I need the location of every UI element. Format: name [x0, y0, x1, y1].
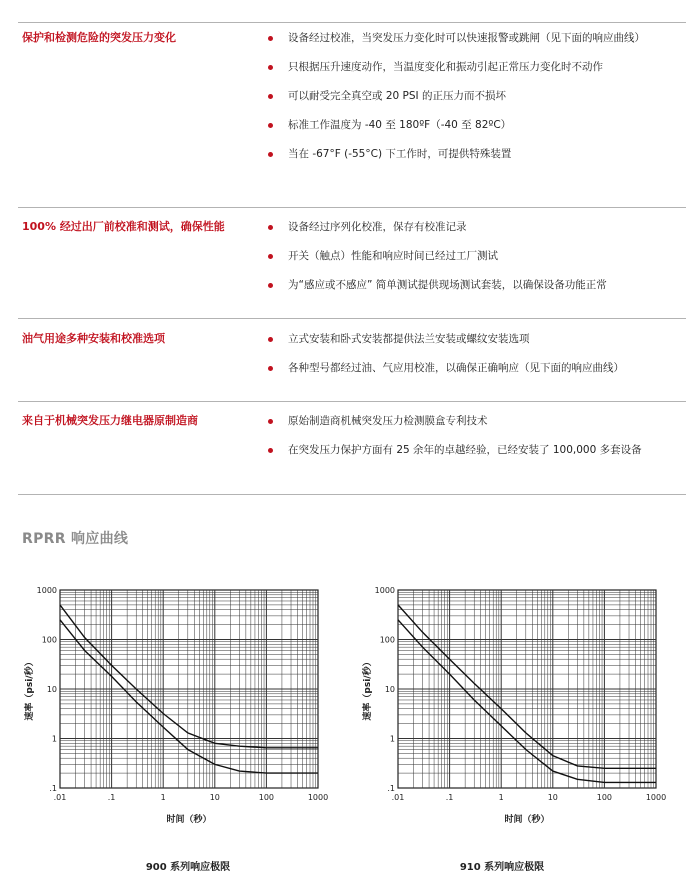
x-tick-label: 1000 — [307, 793, 329, 802]
bullet-text: 设备经过序列化校准，保存有校准记录 — [288, 221, 467, 233]
bullet-text: 标准工作温度为 -40 至 180ºF（-40 至 82ºC） — [288, 119, 512, 131]
bullet-list — [268, 330, 688, 388]
y-axis-label: 速率（psi/秒） — [25, 657, 35, 721]
section-divider — [18, 494, 686, 495]
bullet-text: 设备经过校准，当突发压力变化时可以快速报警或跳闸（见下面的响应曲线） — [288, 32, 645, 44]
chart-900-svg — [18, 580, 338, 842]
x-tick-label: .01 — [53, 793, 67, 802]
section-divider — [18, 207, 686, 208]
list-item — [268, 145, 688, 164]
x-tick-label: 100 — [258, 793, 275, 802]
y-tick-label: 10 — [384, 685, 395, 694]
x-axis-label: 时间（秒） — [166, 815, 212, 825]
section-divider — [18, 401, 686, 402]
y-axis-label: 速率（psi/秒） — [363, 657, 373, 721]
list-item — [268, 29, 688, 48]
bullet-dot — [268, 225, 273, 230]
bullet-dot — [268, 65, 273, 70]
bullet-dot — [268, 94, 273, 99]
list-item — [268, 58, 688, 77]
bullet-list — [268, 29, 688, 174]
bullet-dot — [268, 419, 273, 424]
list-item — [268, 276, 688, 295]
x-tick-label: 100 — [596, 793, 613, 802]
bullet-dot — [268, 152, 273, 157]
x-tick-label: 10 — [547, 793, 558, 802]
y-tick-label: 1000 — [374, 586, 395, 595]
bullet-text: 在突发压力保护方面有 25 余年的卓越经验，已经安装了 100,000 多套设备 — [288, 444, 642, 456]
x-tick-label: .1 — [107, 793, 116, 802]
bullet-list — [268, 218, 688, 305]
section-heading: 100% 经过出厂前校准和测试，确保性能 — [22, 220, 225, 233]
bullet-text: 当在 -67°F (-55°C) 下工作时，可提供特殊装置 — [288, 148, 512, 160]
bullet-dot — [268, 448, 273, 453]
x-axis-label: 时间（秒） — [504, 815, 550, 825]
chart-910-svg — [356, 580, 676, 842]
list-item — [268, 87, 688, 106]
bullet-dot — [268, 254, 273, 259]
list-item — [268, 359, 688, 378]
list-item — [268, 330, 688, 349]
bullet-text: 可以耐受完全真空或 20 PSI 的正压力而不损坏 — [288, 90, 506, 102]
list-item — [268, 218, 688, 237]
list-item — [268, 441, 648, 460]
list-item — [268, 412, 688, 431]
y-tick-label: 100 — [379, 635, 395, 645]
bullet-dot — [268, 283, 273, 288]
x-tick-label: 10 — [209, 793, 220, 802]
y-tick-label: .1 — [49, 784, 57, 793]
section-divider — [18, 22, 686, 23]
bullet-dot — [268, 366, 273, 371]
response-chart-900 — [18, 580, 338, 842]
y-tick-label: 10 — [46, 685, 57, 694]
chart-910-caption: 910 系列响应极限 — [459, 862, 545, 873]
bullet-text: 各种型号都经过油、气应用校准，以确保正确响应（见下面的响应曲线） — [288, 362, 624, 374]
x-tick-label: .01 — [391, 793, 405, 802]
section-heading: 保护和检测危险的突发压力变化 — [22, 31, 176, 44]
bullet-text: 开关（触点）性能和响应时间已经过工厂测试 — [288, 250, 498, 262]
list-item — [268, 247, 688, 266]
section-heading: 油气用途多种安装和校准选项 — [22, 332, 165, 345]
list-item — [268, 116, 688, 135]
bullet-text: 立式安装和卧式安装都提供法兰安装或螺纹安装选项 — [288, 333, 530, 345]
bullet-text: 只根据压升速度动作，当温度变化和振动引起正常压力变化时不动作 — [288, 61, 603, 73]
y-tick-label: 1 — [389, 734, 395, 744]
bullet-dot — [268, 337, 273, 342]
y-tick-label: .1 — [387, 784, 395, 793]
section-divider — [18, 318, 686, 319]
curves-title: RPRR 响应曲线 — [22, 531, 129, 547]
bullet-dot — [268, 123, 273, 128]
chart-900-caption: 900 系列响应极限 — [145, 862, 231, 873]
x-tick-label: 1 — [498, 793, 504, 802]
y-tick-label: 1000 — [36, 586, 57, 595]
bullet-list — [268, 412, 688, 470]
section-heading: 来自于机械突发压力继电器原制造商 — [22, 414, 198, 427]
bullet-dot — [268, 36, 273, 41]
response-chart-910 — [356, 580, 676, 842]
bullet-text: 为“感应或不感应” 简单测试提供现场测试套装，以确保设备功能正常 — [288, 279, 607, 291]
bullet-text: 原始制造商机械突发压力检测膜盒专利技术 — [288, 415, 488, 427]
y-tick-label: 100 — [41, 635, 57, 645]
x-tick-label: 1000 — [645, 793, 667, 802]
x-tick-label: 1 — [160, 793, 166, 802]
x-tick-label: .1 — [445, 793, 454, 802]
y-tick-label: 1 — [51, 734, 57, 744]
